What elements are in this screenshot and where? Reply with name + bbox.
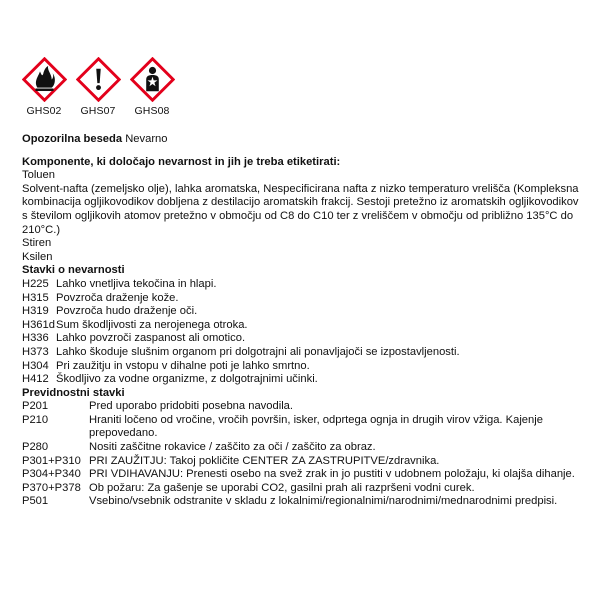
- component-item: Solvent-nafta (zemeljsko olje), lahka aromatska, Nespecificirana nafta z nizko temperaturo vrelišča (Kompleksna kombinacija ogljikovodikov dobljena z destilacijo aromatskih frakcij. Sestoji pretežno iz aromatskih ogljikovodikov s številom ogljikovih atomov pretežno v območju od C8 do C10 ter z vreliščem v območju od približno 135°C do 210°C.): [22, 182, 579, 236]
- precautionary-statement: [22, 441, 582, 455]
- component-item: Stiren: [22, 237, 52, 250]
- precaution-text: Hraniti ločeno od vročine, vročih površin, isker, odprtega ognja in drugih virov vžiga. Kajenje prepovedano.: [89, 413, 543, 440]
- hazard-statement: [22, 319, 582, 333]
- precaution-code: P501: [22, 495, 49, 508]
- hazard-code: H225: [22, 277, 49, 290]
- precautionary-statement: [22, 414, 582, 441]
- hazard-statement: [22, 360, 582, 374]
- hazard-text: Pri zaužitju in vstopu v dihalne poti je lahko smrtno.: [56, 359, 310, 372]
- hazard-code: H336: [22, 332, 49, 345]
- hazard-code: H304: [22, 359, 49, 372]
- hazard-text: Lahko škoduje slušnim organom pri dolgotrajni ali ponavljajoči se izpostavljenosti.: [56, 345, 460, 358]
- hazard-code: H361d: [22, 318, 55, 331]
- health-hazard-icon: [130, 57, 175, 102]
- hazard-text: Povzroča draženje kože.: [56, 291, 179, 304]
- hazard-statement: [22, 278, 582, 292]
- precaution-text: PRI VDIHAVANJU: Prenesti osebo na svež zrak in jo pustiti v udobnem položaju, ki olajša dihanje.: [89, 468, 575, 481]
- precautionary-statement: [22, 468, 582, 482]
- hazard-code: H412: [22, 373, 49, 386]
- precautionary-statement: [22, 455, 582, 469]
- hazard-text: Povzroča hudo draženje oči.: [56, 305, 198, 318]
- label-content: [22, 133, 582, 509]
- precaution-text: Pred uporabo pridobiti posebna navodila.: [89, 400, 294, 413]
- hazard-statement: [22, 373, 582, 387]
- exclamation-icon: [76, 57, 121, 102]
- hazard-statement: [22, 305, 582, 319]
- signal-word-label: Opozorilna beseda: [22, 133, 123, 145]
- component-item: Ksilen: [22, 250, 53, 263]
- precaution-code: P280: [22, 441, 49, 454]
- hazard-statements-heading: Stavki o nevarnosti: [22, 264, 125, 277]
- hazard-code: H315: [22, 291, 49, 304]
- precaution-code: P301+P310: [22, 454, 81, 467]
- hazard-text: Lahko povzroči zaspanost ali omotico.: [56, 332, 246, 345]
- precaution-code: P210: [22, 413, 49, 426]
- pictogram-label-1: GHS02: [26, 105, 62, 117]
- precautionary-statements-heading: Previdnostni stavki: [22, 386, 125, 399]
- precaution-code: P304+P340: [22, 468, 81, 481]
- hazard-text: Sum škodljivosti za nerojenega otroka.: [56, 318, 248, 331]
- components-heading: Komponente, ki določajo nevarnost in jih je treba etiketirati:: [22, 155, 341, 168]
- precautionary-statement: [22, 495, 582, 509]
- hazard-text: Škodljivo za vodne organizme, z dolgotrajnimi učinki.: [56, 373, 318, 386]
- precaution-text: Vsebino/vsebnik odstranite v skladu z lokalnimi/regionalnimi/narodnimi/mednarodnimi predpisi.: [89, 495, 558, 508]
- precaution-text: PRI ZAUŽITJU: Takoj pokličite CENTER ZA ZASTRUPITVE/zdravnika.: [89, 454, 440, 467]
- hazard-statement: [22, 346, 582, 360]
- pictogram-label-3: GHS08: [134, 105, 170, 117]
- pictogram-label-2: GHS07: [80, 105, 116, 117]
- component-item: Toluen: [22, 169, 55, 182]
- precaution-text: Ob požaru: Za gašenje se uporabi CO2, gasilni prah ali razpršeni vodni curek.: [89, 481, 475, 494]
- flame-icon: [22, 57, 67, 102]
- precaution-text: Nositi zaščitne rokavice / zaščito za oči / zaščito za obraz.: [89, 441, 376, 454]
- precaution-code: P370+P378: [22, 481, 81, 494]
- hazard-statement: [22, 292, 582, 306]
- hazard-statement: [22, 332, 582, 346]
- hazard-code: H319: [22, 305, 49, 318]
- hazard-text: Lahko vnetljiva tekočina in hlapi.: [56, 277, 217, 290]
- precaution-code: P201: [22, 400, 49, 413]
- hazard-code: H373: [22, 345, 49, 358]
- precautionary-statement: [22, 482, 582, 496]
- precautionary-statement: [22, 400, 582, 414]
- signal-word-value: Nevarno: [125, 133, 168, 145]
- signal-word-row: [22, 133, 582, 147]
